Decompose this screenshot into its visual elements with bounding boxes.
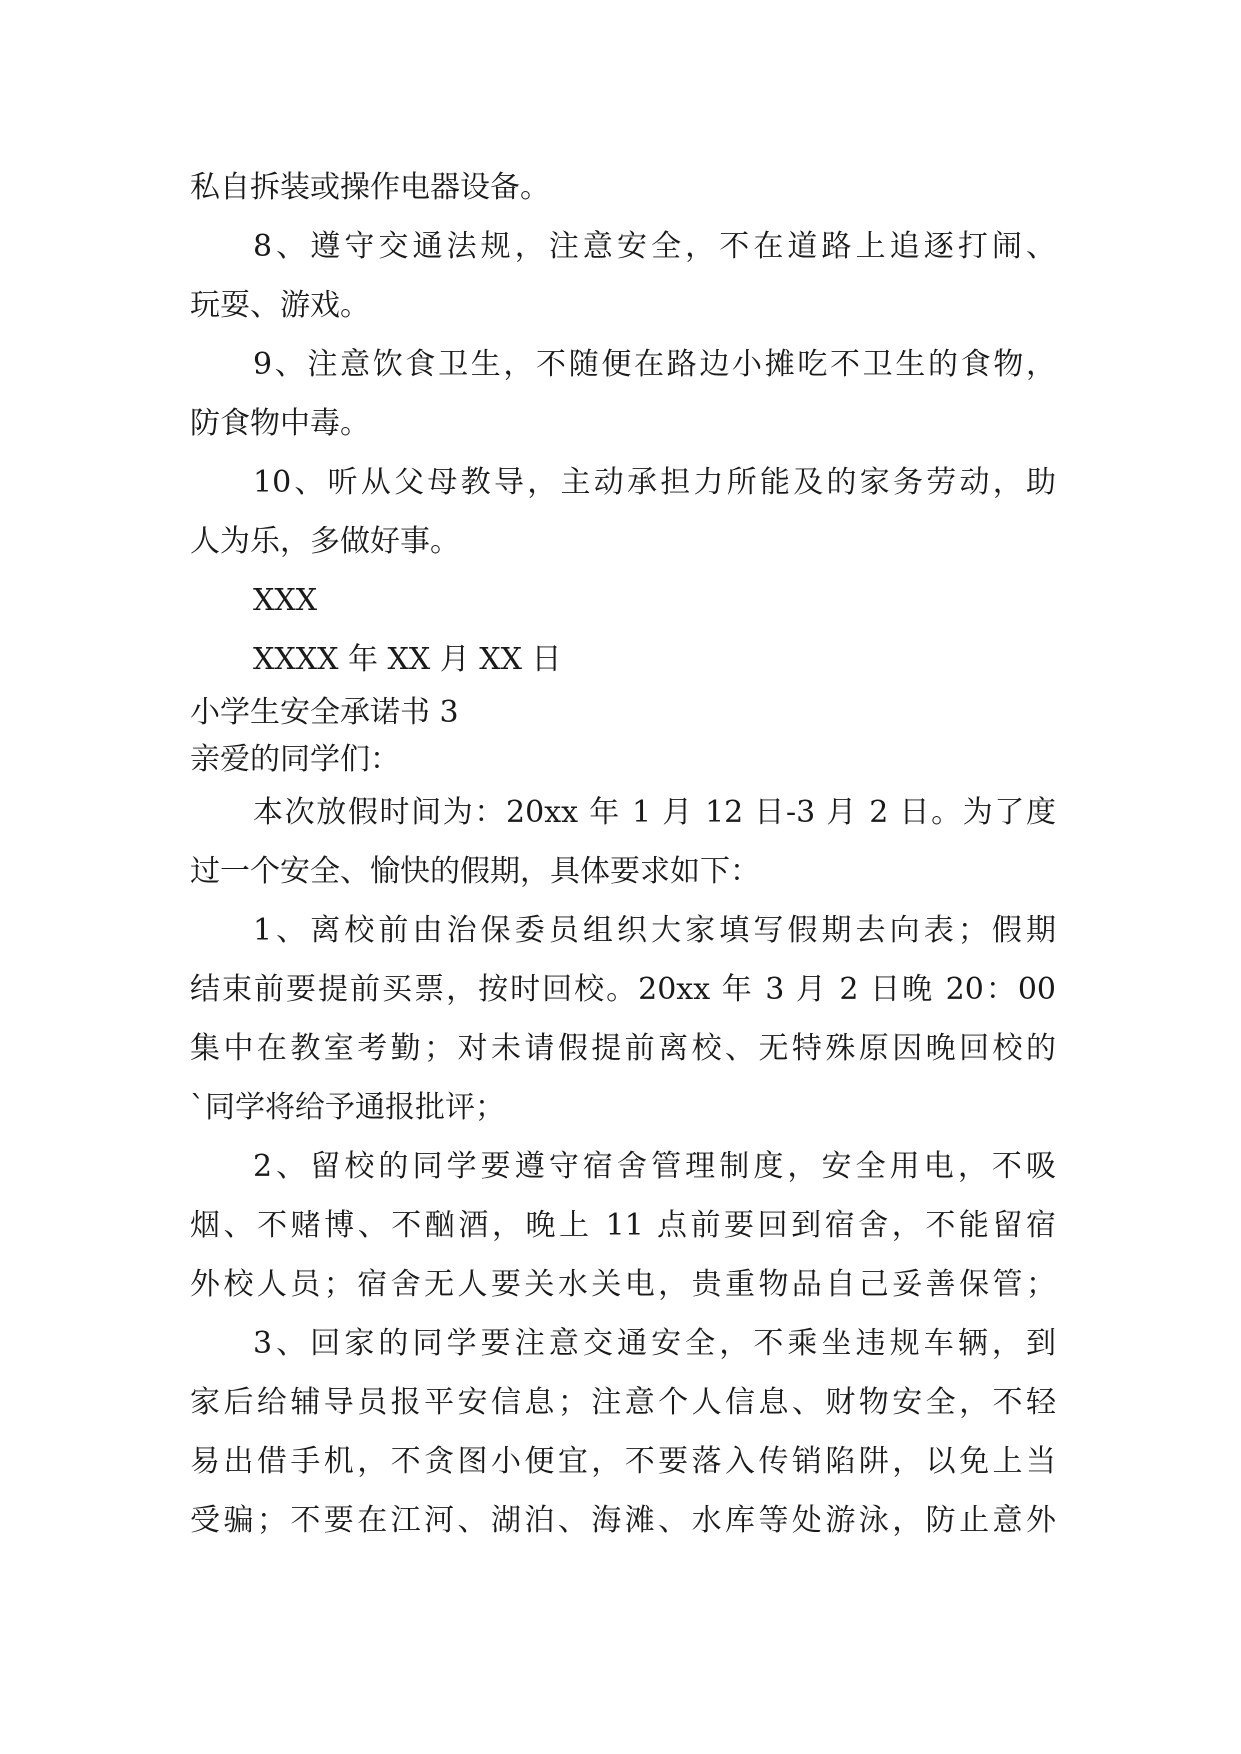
text-line: 家后给辅导员报平安信息；注意个人信息、财物安全，不轻 [190, 1385, 1056, 1420]
text-line: 烟、不赌博、不酗酒，晚上 11 点前要回到宿舍，不能留宿 [190, 1208, 1056, 1243]
text-line: 8、遵守交通法规，注意安全，不在道路上追逐打闹、 [253, 229, 1056, 264]
text-line: 本次放假时间为：20xx 年 1 月 12 日-3 月 2 日。为了度 [253, 795, 1056, 830]
section-title: 小学生安全承诺书 3 [190, 695, 459, 730]
text-line: 1、离校前由治保委员组织大家填写假期去向表；假期 [253, 913, 1056, 948]
text-line: 2、留校的同学要遵守宿舍管理制度，安全用电，不吸 [253, 1149, 1056, 1184]
text-line: `同学将给予通报批评； [190, 1090, 505, 1125]
text-line: 人为乐，多做好事。 [190, 524, 460, 559]
text-line: 集中在教室考勤；对未请假提前离校、无特殊原因晚回校的 [190, 1031, 1056, 1066]
text-line: 易出借手机，不贪图小便宜，不要落入传销陷阱，以免上当 [190, 1444, 1056, 1479]
text-line: 过一个安全、愉快的假期，具体要求如下： [190, 854, 760, 889]
text-line: 受骗；不要在江河、湖泊、海滩、水库等处游泳，防止意外 [190, 1503, 1056, 1538]
signature-date: XXXX 年 XX 月 XX 日 [253, 642, 562, 677]
text-line: 玩耍、游戏。 [190, 288, 370, 323]
text-line: 3、回家的同学要注意交通安全，不乘坐违规车辆，到 [253, 1326, 1056, 1361]
text-line: 防食物中毒。 [190, 406, 370, 441]
text-line: 9、注意饮食卫生，不随便在路边小摊吃不卫生的食物， [253, 347, 1056, 382]
text-line: 结束前要提前买票，按时回校。20xx 年 3 月 2 日晚 20：00 [190, 972, 1056, 1007]
salutation: 亲爱的同学们： [190, 742, 400, 777]
text-line: 外校人员；宿舍无人要关水关电，贵重物品自己妥善保管； [190, 1267, 1056, 1302]
text-line: 私自拆装或操作电器设备。 [190, 170, 550, 205]
signature-name: XXX [253, 583, 318, 618]
document-body [190, 158, 1056, 1550]
text-line: 10、听从父母教导，主动承担力所能及的家务劳动，助 [253, 465, 1056, 500]
